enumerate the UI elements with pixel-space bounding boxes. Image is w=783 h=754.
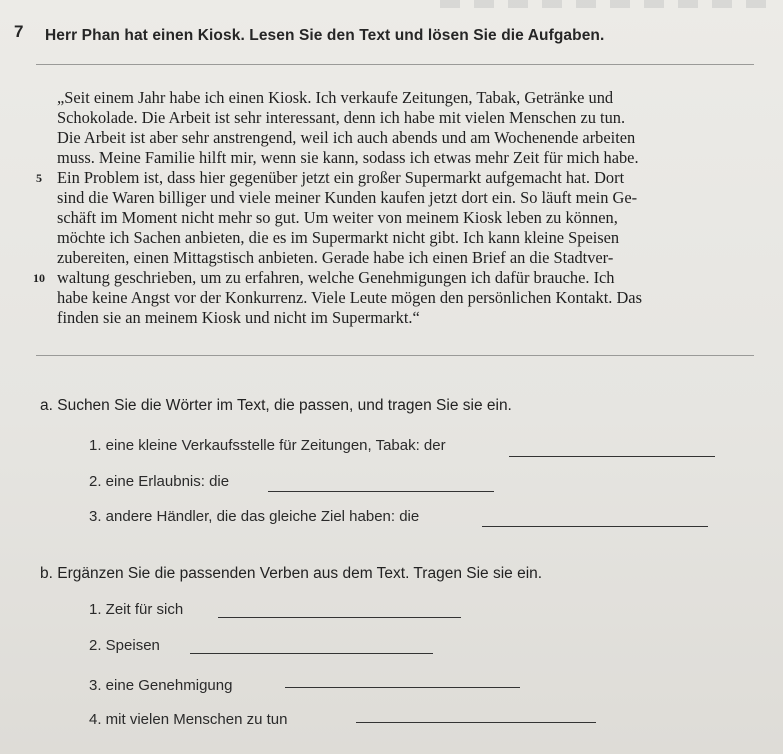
part-b-question-3: 3. eine Genehmigung <box>89 677 233 694</box>
task-title: Herr Phan hat einen Kiosk. Lesen Sie den Text und lösen Sie die Aufgaben. <box>45 27 605 44</box>
reading-line: waltung geschrieben, um zu erfahren, welche Genehmigungen ich dafür brauche. Ich <box>57 268 615 287</box>
reading-line: „Seit einem Jahr habe ich einen Kiosk. Ich verkaufe Zeitungen, Tabak, Getränke und <box>57 88 614 107</box>
reading-line: finden sie an meinem Kiosk und nicht im Supermarkt.“ <box>57 308 420 327</box>
answer-blank-b1[interactable] <box>218 617 461 618</box>
page-edge-decoration <box>440 0 780 8</box>
reading-line: möchte ich Sachen anbieten, die es im Supermarkt nicht gibt. Ich kann kleine Speisen <box>57 228 620 247</box>
reading-line: Die Arbeit ist aber sehr anstrengend, weil ich auch abends und am Wochenende arbeiten <box>57 128 636 147</box>
reading-line: sind die Waren billiger und viele meiner Kunden kaufen jetzt dort ein. So läuft mein Ge- <box>57 188 638 207</box>
part-b-question-2: 2. Speisen <box>89 637 160 654</box>
part-b-question-4: 4. mit vielen Menschen zu tun <box>89 711 288 728</box>
answer-blank-a3[interactable] <box>482 526 708 527</box>
answer-blank-b3[interactable] <box>285 687 520 688</box>
answer-blank-a2[interactable] <box>268 491 494 492</box>
answer-blank-a1[interactable] <box>509 456 715 457</box>
reading-line: zubereiten, einen Mittagstisch anbieten. Gerade habe ich einen Brief an die Stadtver- <box>57 248 614 267</box>
part-a-question-2: 2. eine Erlaubnis: die <box>89 473 230 490</box>
reading-line: Schokolade. Die Arbeit ist sehr interessant, denn ich habe mit vielen Menschen zu tun. <box>57 108 626 127</box>
part-a-question-1: 1. eine kleine Verkaufsstelle für Zeitungen, Tabak: der <box>89 437 446 454</box>
reading-line: habe keine Angst vor der Konkurrenz. Viele Leute mögen den persönlichen Kontakt. Das <box>57 288 642 307</box>
part-b-question-1: 1. Zeit für sich <box>89 601 184 618</box>
part-a-heading: a. Suchen Sie die Wörter im Text, die passen, und tragen Sie sie ein. <box>40 397 512 414</box>
task-number: 7 <box>14 22 24 41</box>
reading-line: muss. Meine Familie hilft mir, wenn sie kann, sodass ich etwas mehr Zeit für mich habe. <box>57 148 639 167</box>
reading-line: Ein Problem ist, dass hier gegenüber jetzt ein großer Supermarkt aufgemacht hat. Dort <box>57 168 625 187</box>
part-a-question-3: 3. andere Händler, die das gleiche Ziel haben: die <box>89 508 420 525</box>
answer-blank-b2[interactable] <box>190 653 433 654</box>
reading-line: schäft im Moment nicht mehr so gut. Um weiter von meinem Kiosk leben zu können, <box>57 208 618 227</box>
part-b-heading: b. Ergänzen Sie die passenden Verben aus dem Text. Tragen Sie sie ein. <box>40 565 543 582</box>
line-number: 5 <box>36 171 42 185</box>
answer-blank-b4[interactable] <box>356 722 596 723</box>
line-number: 10 <box>33 271 45 285</box>
